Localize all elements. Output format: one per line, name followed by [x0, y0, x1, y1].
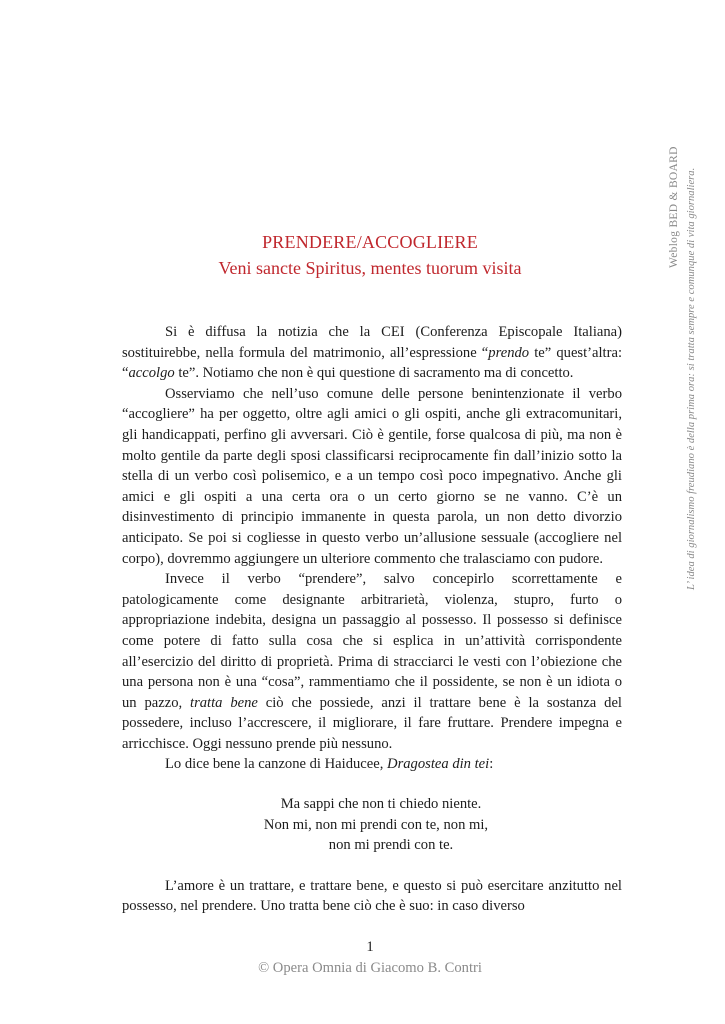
paragraph-5: L’amore è un trattare, e trattare bene, e questo si può esercitare anzitutto nel possesso, nel prendere. Uno tratta bene ciò che è suo: in caso diverso	[122, 877, 622, 915]
tagline: L’ idea di giornalismo freudiano è della prima ora: si tratta sempre e comunque di vita giornaliera.	[686, 167, 697, 590]
paragraph-4: Lo dice bene la canzone di Haiducee, Dragostea din tei:	[165, 756, 494, 773]
song-verse	[122, 794, 622, 856]
paragraph-1: Si è diffusa la notizia che la CEI (Conferenza Episcopale Italiana) sostituirebbe, nella formula del matrimonio, all’espressione “prendo te” quest’altra: “accolgo te”. Notiamo che non è qui questione di sacramento ma di concetto.	[122, 324, 623, 382]
sidebar	[668, 100, 716, 600]
footer-copyright: © Opera Omnia di Giacomo B. Contri	[258, 960, 482, 976]
paragraph-3: Invece il verbo “prendere”, salvo concepirlo scorrettamente e patologicamente come designante arbitrarietà, violenza, stupro, furto o appropriazione indebita, designa un passaggio al possesso. Il possesso si definisce come potere di fatto sulla cosa che si esplica in un’attività corrispondente all’esercizio del diritto di proprietà. Prima di stracciarci le vesti con l’obiezione che una persona non è una “cosa”, rammentiamo che il possidente, se non è un idiota o un pazzo, tratta bene ciò che possiede, anzi il trattare bene è la sostanza del possedere, incluso l’accrescere, il migliorare, il fare fruttare. Prendere impegna e arricchisce. Oggi nessuno prende più nessuno.	[122, 571, 622, 752]
verse-line: non mi prendi con te.	[328, 837, 454, 854]
page-subtitle: Veni sancte Spiritus, mentes tuorum visita	[218, 258, 522, 278]
weblog-label: Weblog BED & BOARD	[668, 146, 680, 268]
article-body	[122, 322, 622, 917]
verse-line: Ma sappi che non ti chiedo niente.	[280, 796, 482, 813]
verse-line: Non mi, non mi prendi con te, non mi,	[263, 816, 489, 833]
paragraph-2: Osserviamo che nell’uso comune delle persone benintenzionate il verbo “accogliere” ha per oggetto, oltre agli amici o gli ospiti, anche gli extracomunitari, gli handicappati, perfino gli avversari. Ciò è gentile, forse qualcosa di più, ma non è molto gentile da parte degli sposi classificarsi reciprocamente fin dall’inizio sotto la stella di un verbo così polisemico, e a un tempo così poco impegnativo. Anche gli amici e gli ospiti a una certa ora o un certo giorno se ne vanno. C’è un disinvestimento di principio immanente in questa parola, un non detto divorzio anticipato. Se poi si cogliesse in questo verbo un’allusione sessuale (accogliere nel corpo), dovremmo aggiungere un ulteriore commento che tralasciamo con pudore.	[122, 385, 622, 567]
page-title: PRENDERE/ACCOGLIERE	[262, 232, 478, 252]
page-number: 1	[366, 939, 374, 955]
